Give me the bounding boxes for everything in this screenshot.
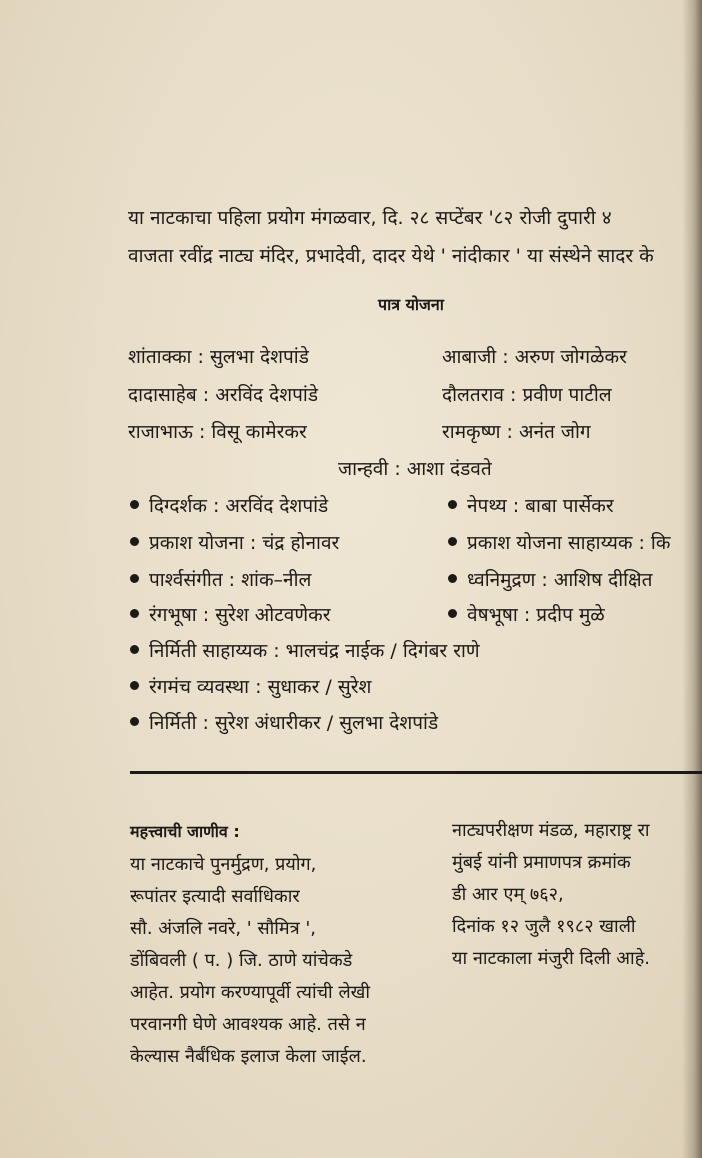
bullet-icon (130, 681, 139, 690)
credit-item: ध्वनिमुद्रण : आशिष दीक्षित (448, 566, 653, 592)
credit-item: नेपथ्य : बाबा पार्सेकर (448, 492, 614, 518)
notice-left-line: केल्यास नैर्बंधिक इलाज केला जाईल. (130, 1046, 367, 1067)
bullet-icon (448, 574, 457, 583)
credit-item: प्रकाश योजना : चंद्र होनावर (130, 529, 339, 555)
credit-item: वेषभूषा : प्रदीप मुळे (448, 601, 605, 627)
credit-item: निर्मिती साहाय्यक : भालचंद्र नाईक / दिगंबर राणे (130, 637, 480, 663)
notice-title: महत्त्वाची जाणीव : (130, 822, 240, 841)
notice-right-line: या नाटकाला मंजुरी दिली आहे. (452, 948, 650, 969)
cast-entry: राजाभाऊ : विसू कामेरकर (128, 421, 307, 443)
credit-item: पार्श्वसंगीत : शांक–नील (130, 566, 311, 592)
bullet-icon (130, 717, 139, 726)
bullet-icon (130, 500, 139, 509)
cast-entry: शांताक्का : सुलभा देशपांडे (128, 346, 309, 368)
credit-item: दिग्दर्शक : अरविंद देशपांडे (130, 492, 328, 518)
notice-right-line: नाट्यपरीक्षण मंडळ, महाराष्ट्र रा (452, 820, 650, 841)
notice-right-line: डी आर एम् ७६२, (452, 884, 564, 905)
intro-line-1: या नाटकाचा पहिला प्रयोग मंगळवार, दि. २८ सप्टेंबर '८२ रोजी दुपारी ४ (128, 207, 612, 229)
credit-item: प्रकाश योजना साहाय्यक : कि (448, 529, 670, 555)
bullet-icon (448, 500, 457, 509)
intro-line-2: वाजता रवींद्र नाट्य मंदिर, प्रभादेवी, दादर येथे ' नांदीकार ' या संस्थेने सादर के (128, 245, 654, 267)
bullet-icon (448, 537, 457, 546)
divider-rule (130, 771, 702, 774)
notice-left-line: या नाटकाचे पुनर्मुद्रण, प्रयोग, (130, 854, 317, 875)
cast-entry: जान्हवी : आशा दंडवते (338, 458, 492, 480)
bullet-icon (130, 645, 139, 654)
notice-left-line: रूपांतर इत्यादी सर्वाधिकार (130, 886, 300, 907)
notice-left-line: आहेत. प्रयोग करण्यापूर्वी त्यांची लेखी (130, 982, 371, 1003)
credit-item: रंगभूषा : सुरेश ओटवणेकर (130, 601, 330, 627)
notice-left-line: सौ. अंजलि नवरे, ' सौमित्र ', (130, 918, 317, 939)
credit-item: रंगमंच व्यवस्था : सुधाकर / सुरेश (130, 673, 371, 699)
bullet-icon (130, 537, 139, 546)
credit-item: निर्मिती : सुरेश अंधारीकर / सुलभा देशपांडे (130, 709, 438, 735)
cast-entry: रामकृष्ण : अनंत जोग (442, 421, 591, 443)
book-spine-shadow (682, 0, 702, 1158)
bullet-icon (130, 609, 139, 618)
bullet-icon (130, 574, 139, 583)
cast-entry: दौलतराव : प्रवीण पाटील (442, 384, 612, 406)
notice-left-line: परवानगी घेणे आवश्यक आहे. तसे न (130, 1014, 366, 1035)
cast-entry: आबाजी : अरुण जोगळेकर (442, 346, 627, 368)
notice-left-line: डोंबिवली ( प. ) जि. ठाणे यांचेकडे (130, 950, 353, 971)
cast-heading: पात्र योजना (378, 295, 444, 314)
notice-right-line: मुंबई यांनी प्रमाणपत्र क्रमांक (452, 852, 631, 873)
bullet-icon (448, 609, 457, 618)
cast-entry: दादासाहेब : अरविंद देशपांडे (128, 384, 318, 406)
notice-right-line: दिनांक १२ जुलै १९८२ खाली (452, 916, 636, 937)
